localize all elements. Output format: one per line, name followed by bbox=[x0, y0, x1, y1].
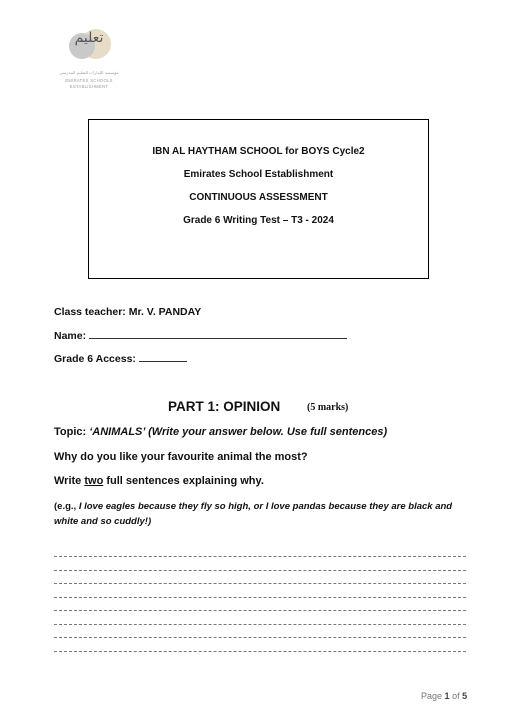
topic-prefix: Topic: bbox=[54, 426, 90, 438]
answer-line[interactable] bbox=[54, 570, 466, 571]
part-marks: (5 marks) bbox=[307, 402, 349, 413]
page-number bbox=[421, 691, 467, 701]
topic-instruction: (Write your answer below. Use full sentences) bbox=[145, 426, 388, 438]
question: Why do you like your favourite animal the most? bbox=[54, 451, 308, 463]
topic-name: ‘ANIMALS’ bbox=[89, 426, 146, 438]
example-body: I love eagles because they fly so high, or I love pandas because they are black and white and so cuddly!) bbox=[54, 501, 453, 527]
answer-line[interactable] bbox=[54, 597, 466, 598]
name-field[interactable] bbox=[54, 330, 347, 342]
access-field[interactable] bbox=[54, 353, 187, 365]
page-current: 1 bbox=[444, 691, 450, 701]
logo-mark-icon bbox=[66, 14, 112, 66]
answer-line[interactable] bbox=[54, 556, 466, 557]
write-underlined: two bbox=[84, 475, 104, 487]
name-label: Name: bbox=[54, 330, 87, 342]
answer-line[interactable] bbox=[54, 651, 466, 652]
answer-line[interactable] bbox=[54, 637, 466, 638]
ese-logo bbox=[58, 14, 120, 92]
logo-org-english-2: ESTABLISHMENT bbox=[69, 84, 109, 89]
of-word: of bbox=[452, 691, 460, 701]
access-blank[interactable] bbox=[139, 353, 187, 362]
logo-org-english-1: EMIRATES SCHOOLS bbox=[65, 78, 113, 83]
answer-line[interactable] bbox=[54, 583, 466, 584]
write-suffix: full sentences explaining why. bbox=[103, 475, 264, 487]
answer-line[interactable] bbox=[54, 624, 466, 625]
establishment-name: Emirates School Establishment bbox=[183, 169, 334, 180]
write-instruction bbox=[54, 475, 264, 487]
class-teacher: Class teacher: Mr. V. PANDAY bbox=[54, 306, 202, 318]
logo-arabic-mark: تعليم bbox=[74, 30, 104, 46]
assessment-title: CONTINUOUS ASSESSMENT bbox=[189, 192, 328, 203]
title-box bbox=[88, 119, 429, 279]
example-text bbox=[54, 499, 472, 529]
school-name: IBN AL HAYTHAM SCHOOL for BOYS Cycle2 bbox=[152, 146, 365, 157]
example-prefix: (e.g., bbox=[54, 501, 79, 512]
test-title: Grade 6 Writing Test – T3 - 2024 bbox=[183, 215, 334, 226]
page-word: Page bbox=[421, 691, 443, 701]
part-title: PART 1: OPINION bbox=[168, 399, 281, 414]
answer-line[interactable] bbox=[54, 610, 466, 611]
write-prefix: Write bbox=[54, 475, 85, 487]
access-label: Grade 6 Access: bbox=[54, 353, 136, 365]
name-blank[interactable] bbox=[89, 330, 347, 339]
page-total: 5 bbox=[462, 691, 468, 701]
topic-line bbox=[54, 426, 387, 438]
logo-org-arabic: مؤسسة الإمارات للتعليم المدرسي bbox=[59, 70, 119, 75]
